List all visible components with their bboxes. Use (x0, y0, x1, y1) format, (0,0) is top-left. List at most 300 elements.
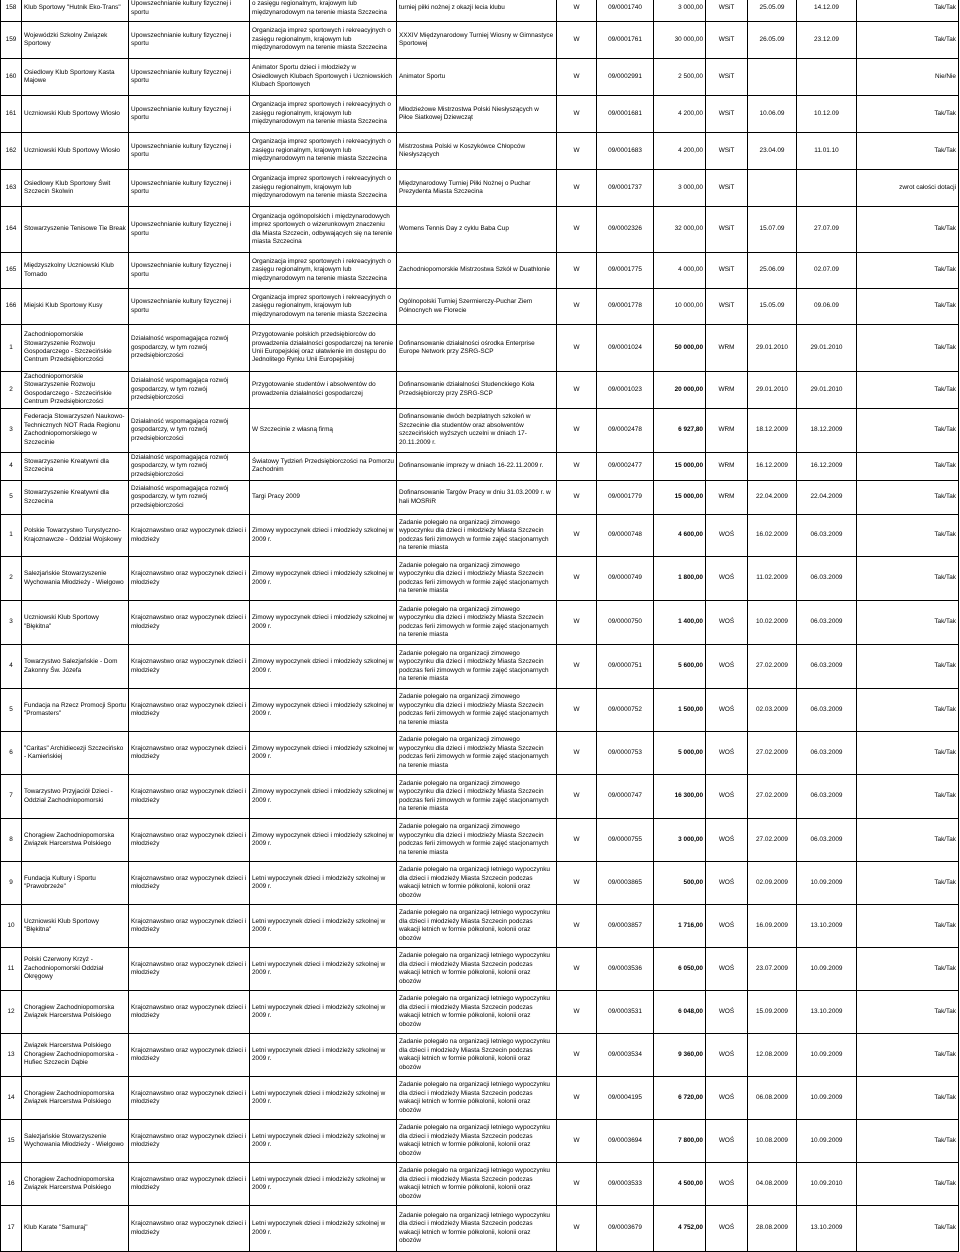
project-title: Zadanie polegało na organizacji letniego wypoczynku dla dzieci i młodzieży Miasta Szczecin podczas wakacji letnich w formie półkolonii, kolonii oraz obozów (397, 948, 557, 991)
row-number: 6 (1, 732, 22, 775)
agreement-number: 09/0001681 (597, 96, 654, 133)
task-description: Letni wypoczynek dzieci i młodzieży szkolnej w 2009 r. (250, 948, 397, 991)
settlement-status: Tak/Tak (857, 481, 959, 515)
project-title: Zadanie polegało na organizacji letniego wypoczynku dla dzieci i młodzieży Miasta Szczecin podczas wakacji letnich w formie półkolonii, kolonii oraz obozów (397, 862, 557, 905)
task-description: Zimowy wypoczynek dzieci i młodzieży szkolnej w 2009 r. (250, 557, 397, 601)
grant-amount: 1 400,00 (654, 601, 706, 645)
settlement-status: Tak/Tak (857, 1206, 959, 1252)
agreement-number: 09/0002478 (597, 408, 654, 452)
approval-date: 13.10.2009 (797, 991, 857, 1034)
row-number: 3 (1, 408, 22, 452)
task-description: Światowy Tydzień Przedsiębiorczości na Pomorzu Zachodnim (250, 452, 397, 480)
task-area: Krajoznawstwo oraz wypoczynek dzieci i młodzieży (129, 948, 250, 991)
organization-name: Fundacja na Rzecz Promocji Sportu "Promasters" (22, 689, 129, 732)
organization-name: Stowarzyszenie Kreatywni dla Szczecina (22, 481, 129, 515)
project-title: Zadanie polegało na organizacji zimowego wypoczynku dla dzieci i młodzieży Miasta Szczecin podczas ferii zimowych w formie zajęć stacjonarnych na terenie miasta (397, 601, 557, 645)
project-title: Zadanie polegało na organizacji zimowego wypoczynku dla dzieci i młodzieży Miasta Szczecin podczas ferii zimowych w formie zajęć stacjonarnych na terenie miasta (397, 689, 557, 732)
row-number: 5 (1, 481, 22, 515)
organization-name: Salezjańskie Stowarzyszenie Wychowania Młodzieży - Wielgowo (22, 557, 129, 601)
project-title: Dofinansowanie działalności Studenckiego Koła Przedsiębiorczy przy ZSRG-SCP (397, 372, 557, 409)
department-code: WOŚ (706, 862, 748, 905)
settlement-date: 29.01.2010 (748, 325, 797, 372)
task-description: Zimowy wypoczynek dzieci i młodzieży szkolnej w 2009 r. (250, 775, 397, 819)
mode-code: W (557, 59, 597, 96)
task-description: Targi Pracy 2009 (250, 481, 397, 515)
department-code: WOŚ (706, 515, 748, 557)
task-description: Letni wypoczynek dzieci i młodzieży szkolnej w 2009 r. (250, 862, 397, 905)
row-number: 158 (1, 0, 22, 22)
grant-amount: 30 000,00 (654, 22, 706, 59)
grant-amount: 50 000,00 (654, 325, 706, 372)
row-number: 10 (1, 905, 22, 948)
organization-name: Osiedlowy Klub Sportowy Kasta Majowe (22, 59, 129, 96)
mode-code: W (557, 557, 597, 601)
agreement-number: 09/0000753 (597, 732, 654, 775)
row-number: 162 (1, 133, 22, 170)
agreement-number: 09/0000751 (597, 645, 654, 689)
department-code: WOŚ (706, 905, 748, 948)
agreement-number: 09/0000747 (597, 775, 654, 819)
grant-amount: 6 050,00 (654, 948, 706, 991)
row-number: 1 (1, 325, 22, 372)
task-area: Upowszechnianie kultury fizycznej i sportu (129, 289, 250, 325)
project-title: Zachodniopomorskie Mistrzostwa Szkół w Duathlonie (397, 253, 557, 289)
department-code: WOŚ (706, 775, 748, 819)
organization-name: Uczniowski Klub Sportowy "Błękitna" (22, 905, 129, 948)
task-area: Upowszechnianie kultury fizycznej i sportu (129, 133, 250, 170)
settlement-status: Tak/Tak (857, 452, 959, 480)
task-area: Upowszechnianie kultury fizycznej i sportu (129, 96, 250, 133)
project-title: Dofinansowanie imprezy w dniach 16-22.11.2009 r. (397, 452, 557, 480)
mode-code: W (557, 819, 597, 862)
task-area: Krajoznawstwo oraz wypoczynek dzieci i młodzieży (129, 819, 250, 862)
settlement-status: Tak/Tak (857, 253, 959, 289)
settlement-status: Tak/Tak (857, 1034, 959, 1077)
task-area: Upowszechnianie kultury fizycznej i sportu (129, 207, 250, 253)
grant-amount: 4 000,00 (654, 253, 706, 289)
grant-amount: 4 200,00 (654, 96, 706, 133)
approval-date: 10.09.2009 (797, 1034, 857, 1077)
department-code: WOŚ (706, 732, 748, 775)
project-title: Zadanie polegało na organizacji zimowego wypoczynku dla dzieci i młodzieży Miasta Szczecin podczas ferii zimowych w formie zajęć stacjonarnych na terenie miasta (397, 515, 557, 557)
task-description: Letni wypoczynek dzieci i młodzieży szkolnej w 2009 r. (250, 1034, 397, 1077)
row-number: 163 (1, 170, 22, 207)
task-description: o zasięgu regionalnym, krajowym lub międzynarodowym na terenie miasta Szczecina (250, 0, 397, 22)
approval-date: 22.04.2009 (797, 481, 857, 515)
mode-code: W (557, 289, 597, 325)
task-area: Krajoznawstwo oraz wypoczynek dzieci i młodzieży (129, 1077, 250, 1120)
settlement-date: 27.02.2009 (748, 732, 797, 775)
approval-date: 10.09.2009 (797, 862, 857, 905)
table-row (1, 1163, 959, 1206)
row-number: 13 (1, 1034, 22, 1077)
table-row (1, 22, 959, 59)
settlement-status: Tak/Tak (857, 819, 959, 862)
approval-date: 02.07.09 (797, 253, 857, 289)
grant-amount: 4 500,00 (654, 1163, 706, 1206)
organization-name: Fundacja Kultury i Sportu "Prawobrzeże" (22, 862, 129, 905)
approval-date: 06.03.2009 (797, 515, 857, 557)
approval-date: 10.09.2009 (797, 1077, 857, 1120)
row-number: 14 (1, 1077, 22, 1120)
settlement-status: Tak/Tak (857, 862, 959, 905)
mode-code: W (557, 481, 597, 515)
table-row (1, 1120, 959, 1163)
mode-code: W (557, 207, 597, 253)
settlement-date: 11.02.2009 (748, 557, 797, 601)
mode-code: W (557, 732, 597, 775)
row-number: 2 (1, 372, 22, 409)
table-row (1, 1077, 959, 1120)
row-number: 2 (1, 557, 22, 601)
project-title: Ogólnopolski Turniej Szermierczy-Puchar Ziem Północnych we Florecie (397, 289, 557, 325)
department-code: WSiT (706, 289, 748, 325)
approval-date: 06.03.2009 (797, 645, 857, 689)
task-description: Zimowy wypoczynek dzieci i młodzieży szkolnej w 2009 r. (250, 689, 397, 732)
grant-amount: 32 000,00 (654, 207, 706, 253)
settlement-date: 15.07.09 (748, 207, 797, 253)
table-row (1, 819, 959, 862)
settlement-date: 12.08.2009 (748, 1034, 797, 1077)
mode-code: W (557, 1034, 597, 1077)
settlement-date: 02.09.2009 (748, 862, 797, 905)
agreement-number: 09/0001761 (597, 22, 654, 59)
approval-date: 13.10.2009 (797, 905, 857, 948)
agreement-number: 09/0000752 (597, 689, 654, 732)
mode-code: W (557, 1206, 597, 1252)
row-number: 11 (1, 948, 22, 991)
organization-name: Zachodniopomorskie Stowarzyszenie Rozwoju Gospodarczego - Szczecińskie Centrum Przedsiębiorczości (22, 325, 129, 372)
task-area: Działalność wspomagająca rozwój gospodarczy, w tym rozwój przedsiębiorczości (129, 372, 250, 409)
grant-amount: 15 000,00 (654, 481, 706, 515)
organization-name: Salezjańskie Stowarzyszenie Wychowania Młodzieży - Wielgowo (22, 1120, 129, 1163)
table-row (1, 408, 959, 452)
organization-name: Wojewódzki Szkolny Związek Sportowy (22, 22, 129, 59)
approval-date: 06.03.2009 (797, 819, 857, 862)
approval-date: 13.10.2009 (797, 1206, 857, 1252)
project-title: Zadanie polegało na organizacji letniego wypoczynku dla dzieci i młodzieży Miasta Szczecin podczas wakacji letnich w formie półkolonii, kolonii oraz obozów (397, 1206, 557, 1252)
grant-amount: 9 360,00 (654, 1034, 706, 1077)
agreement-number: 09/0000748 (597, 515, 654, 557)
task-description: Letni wypoczynek dzieci i młodzieży szkolnej w 2009 r. (250, 1077, 397, 1120)
table-row (1, 775, 959, 819)
project-title: Młodzieżowe Mistrzostwa Polski Niesłyszących w Piłce Siatkowej Dziewcząt (397, 96, 557, 133)
settlement-status: Tak/Tak (857, 1120, 959, 1163)
agreement-number: 09/0003694 (597, 1120, 654, 1163)
organization-name: Uczniowski Klub Sportowy "Błękitna" (22, 601, 129, 645)
organization-name: Towarzystwo Salezjańskie - Dom Zakonny Św. Józefa (22, 645, 129, 689)
mode-code: W (557, 991, 597, 1034)
approval-date: 10.09.2009 (797, 948, 857, 991)
task-description: Organizacja imprez sportowych i rekreacyjnych o zasięgu regionalnym, krajowym lub międzynarodowym na terenie miasta Szczecina (250, 170, 397, 207)
task-area: Krajoznawstwo oraz wypoczynek dzieci i młodzieży (129, 689, 250, 732)
settlement-date (748, 59, 797, 96)
mode-code: W (557, 408, 597, 452)
grant-amount: 20 000,00 (654, 372, 706, 409)
agreement-number: 09/0003531 (597, 991, 654, 1034)
grant-amount: 3 000,00 (654, 0, 706, 22)
settlement-status: Tak/Tak (857, 557, 959, 601)
department-code: WOŚ (706, 557, 748, 601)
project-title: Zadanie polegało na organizacji letniego wypoczynku dla dzieci i młodzieży Miasta Szczecin podczas wakacji letnich w formie półkolonii, kolonii oraz obozów (397, 991, 557, 1034)
settlement-status: Tak/Tak (857, 601, 959, 645)
settlement-date: 16.12.2009 (748, 452, 797, 480)
organization-name: Zachodniopomorskie Stowarzyszenie Rozwoju Gospodarczego - Szczecińskie Centrum Przedsiębiorczości (22, 372, 129, 409)
mode-code: W (557, 689, 597, 732)
project-title: Zadanie polegało na organizacji letniego wypoczynku dla dzieci i młodzieży Miasta Szczecin podczas wakacji letnich w formie półkolonii, kolonii oraz obozów (397, 1120, 557, 1163)
organization-name: Towarzystwo Przyjaciół Dzieci - Oddział Zachodniopomorski (22, 775, 129, 819)
task-description: Zimowy wypoczynek dzieci i młodzieży szkolnej w 2009 r. (250, 601, 397, 645)
organization-name: "Caritas" Archidiecezji Szczecińsko - Kamieńskiej (22, 732, 129, 775)
task-description: Letni wypoczynek dzieci i młodzieży szkolnej w 2009 r. (250, 1163, 397, 1206)
row-number: 5 (1, 689, 22, 732)
task-area: Upowszechnianie kultury fizycznej i sportu (129, 22, 250, 59)
settlement-status: Tak/Tak (857, 775, 959, 819)
approval-date: 29.01.2010 (797, 325, 857, 372)
agreement-number: 09/0003679 (597, 1206, 654, 1252)
organization-name: Polskie Towarzystwo Turystyczno-Krajoznawcze - Oddział Wojskowy (22, 515, 129, 557)
approval-date: 06.03.2009 (797, 689, 857, 732)
grant-amount: 5 600,00 (654, 645, 706, 689)
task-area: Krajoznawstwo oraz wypoczynek dzieci i młodzieży (129, 1206, 250, 1252)
settlement-date: 23.04.09 (748, 133, 797, 170)
department-code: WRM (706, 372, 748, 409)
agreement-number: 09/0001737 (597, 170, 654, 207)
row-number: 17 (1, 1206, 22, 1252)
task-description: Letni wypoczynek dzieci i młodzieży szkolnej w 2009 r. (250, 1120, 397, 1163)
settlement-date: 25.06.09 (748, 253, 797, 289)
table-row (1, 325, 959, 372)
table-row (1, 905, 959, 948)
approval-date: 10.12.09 (797, 96, 857, 133)
task-description: Organizacja imprez sportowych i rekreacyjnych o zasięgu regionalnym, krajowym lub międzynarodowym na terenie miasta Szczecina (250, 133, 397, 170)
project-title: Zadanie polegało na organizacji zimowego wypoczynku dla dzieci i młodzieży Miasta Szczecin podczas ferii zimowych w formie zajęć stacjonarnych na terenie miasta (397, 775, 557, 819)
grant-amount: 3 000,00 (654, 170, 706, 207)
settlement-date: 27.02.2009 (748, 775, 797, 819)
agreement-number: 09/0001775 (597, 253, 654, 289)
settlement-date: 26.05.09 (748, 22, 797, 59)
mode-code: W (557, 515, 597, 557)
row-number: 159 (1, 22, 22, 59)
organization-name: Chorągiew Zachodniopomorska Związek Harcerstwa Polskiego (22, 1163, 129, 1206)
approval-date: 09.06.09 (797, 289, 857, 325)
agreement-number: 09/0003536 (597, 948, 654, 991)
settlement-date: 02.03.2009 (748, 689, 797, 732)
settlement-status: Tak/Tak (857, 22, 959, 59)
task-area: Krajoznawstwo oraz wypoczynek dzieci i młodzieży (129, 645, 250, 689)
task-area: Upowszechnianie kultury fizycznej i sportu (129, 170, 250, 207)
department-code: WOŚ (706, 1034, 748, 1077)
approval-date: 11.01.10 (797, 133, 857, 170)
mode-code: W (557, 775, 597, 819)
settlement-status: Tak/Tak (857, 372, 959, 409)
mode-code: W (557, 253, 597, 289)
table-row (1, 481, 959, 515)
settlement-status: Tak/Tak (857, 1077, 959, 1120)
settlement-status: Tak/Tak (857, 732, 959, 775)
task-description: Zimowy wypoczynek dzieci i młodzieży szkolnej w 2009 r. (250, 645, 397, 689)
table-row (1, 170, 959, 207)
project-title: Zadanie polegało na organizacji zimowego wypoczynku dla dzieci i młodzieży Miasta Szczecin podczas ferii zimowych w formie zajęć stacjonarnych na terenie miasta (397, 557, 557, 601)
organization-name: Osiedlowy Klub Sportowy Świt Szczecin Skolwin (22, 170, 129, 207)
task-area: Upowszechnianie kultury fizycznej i sportu (129, 253, 250, 289)
mode-code: W (557, 948, 597, 991)
agreement-number: 09/0002477 (597, 452, 654, 480)
row-number: 164 (1, 207, 22, 253)
task-area: Upowszechnianie kultury fizycznej i sportu (129, 59, 250, 96)
settlement-status: Tak/Tak (857, 689, 959, 732)
task-description: Letni wypoczynek dzieci i młodzieży szkolnej w 2009 r. (250, 905, 397, 948)
settlement-status: Tak/Tak (857, 515, 959, 557)
table-row (1, 557, 959, 601)
settlement-date: 15.09.2009 (748, 991, 797, 1034)
settlement-status: Nie/Nie (857, 59, 959, 96)
settlement-status: Tak/Tak (857, 133, 959, 170)
organization-name: Chorągiew Zachodniopomorska Związek Harcerstwa Polskiego (22, 1077, 129, 1120)
project-title: Dofinansowanie Targów Pracy w dniu 31.03.2009 r. w hali MOSRiR (397, 481, 557, 515)
department-code: WOŚ (706, 1163, 748, 1206)
task-description: Zimowy wypoczynek dzieci i młodzieży szkolnej w 2009 r. (250, 732, 397, 775)
table-row (1, 289, 959, 325)
task-area: Krajoznawstwo oraz wypoczynek dzieci i młodzieży (129, 1163, 250, 1206)
agreement-number: 09/0003534 (597, 1034, 654, 1077)
task-area: Krajoznawstwo oraz wypoczynek dzieci i młodzieży (129, 775, 250, 819)
department-code: WSiT (706, 0, 748, 22)
mode-code: W (557, 133, 597, 170)
row-number: 4 (1, 452, 22, 480)
row-number: 12 (1, 991, 22, 1034)
table-row (1, 1206, 959, 1252)
organization-name: Federacja Stowarzyszeń Naukowo-Technicznych NOT Rada Regionu Zachodniopomorskiego w Szczecinie (22, 408, 129, 452)
settlement-date: 22.04.2009 (748, 481, 797, 515)
settlement-status: zwrot całości dotacji (857, 170, 959, 207)
mode-code: W (557, 645, 597, 689)
task-area: Upowszechnianie kultury fizycznej i sportu (129, 0, 250, 22)
row-number: 161 (1, 96, 22, 133)
grant-amount: 6 048,00 (654, 991, 706, 1034)
approval-date (797, 170, 857, 207)
project-title: Dofinansowanie działalności ośrodka Enterprise Europe Network przy ZSRG-SCP (397, 325, 557, 372)
settlement-status: Tak/Tak (857, 96, 959, 133)
task-description: Przygotowanie studentów i absolwentów do prowadzenia działalności gospodarczej (250, 372, 397, 409)
grant-amount: 2 500,00 (654, 59, 706, 96)
task-description: Przygotowanie polskich przedsiębiorców do prowadzenia działalności gospodarczej na terenie Unii Europejskiej oraz ułatwienie im dostępu do Jednolitego Rynku Unii Europejskiej (250, 325, 397, 372)
agreement-number: 09/0003865 (597, 862, 654, 905)
table-row (1, 96, 959, 133)
task-description: Organizacja imprez sportowych i rekreacyjnych o zasięgu regionalnym, krajowym lub międzynarodowym na terenie miasta Szczecina (250, 22, 397, 59)
department-code: WOŚ (706, 1120, 748, 1163)
settlement-date: 25.05.09 (748, 0, 797, 22)
mode-code: W (557, 325, 597, 372)
department-code: WSiT (706, 133, 748, 170)
task-description: Zimowy wypoczynek dzieci i młodzieży szkolnej w 2009 r. (250, 515, 397, 557)
department-code: WSiT (706, 96, 748, 133)
task-description: Zimowy wypoczynek dzieci i młodzieży szkolnej w 2009 r. (250, 819, 397, 862)
agreement-number: 09/0003533 (597, 1163, 654, 1206)
organization-name: Stowarzyszenie Tenisowe Tie Break (22, 207, 129, 253)
settlement-status: Tak/Tak (857, 0, 959, 22)
approval-date (797, 59, 857, 96)
approval-date: 06.03.2009 (797, 775, 857, 819)
project-title: Dofinansowanie dwóch bezpłatnych szkoleń w Szczecinie dla studentów oraz absolwentów szczecińskich wyższych uczelni w dniach 17-20.11.2009 r. (397, 408, 557, 452)
grant-amount: 16 300,00 (654, 775, 706, 819)
project-title: Zadanie polegało na organizacji zimowego wypoczynku dla dzieci i młodzieży Miasta Szczecin podczas ferii zimowych w formie zajęć stacjonarnych na terenie miasta (397, 645, 557, 689)
task-area: Krajoznawstwo oraz wypoczynek dzieci i młodzieży (129, 862, 250, 905)
agreement-number: 09/0000750 (597, 601, 654, 645)
task-area: Krajoznawstwo oraz wypoczynek dzieci i młodzieży (129, 1034, 250, 1077)
organization-name: Chorągiew Zachodniopomorska Związek Harcerstwa Polskiego (22, 819, 129, 862)
settlement-date: 27.02.2009 (748, 645, 797, 689)
table-body (1, 0, 959, 1252)
agreement-number: 09/0001740 (597, 0, 654, 22)
agreement-number: 09/0001779 (597, 481, 654, 515)
table-row (1, 948, 959, 991)
department-code: WOŚ (706, 991, 748, 1034)
settlement-status: Tak/Tak (857, 948, 959, 991)
settlement-date: 15.05.09 (748, 289, 797, 325)
mode-code: W (557, 0, 597, 22)
table-row (1, 452, 959, 480)
task-description: Organizacja imprez sportowych i rekreacyjnych o zasięgu regionalnym, krajowym lub międzynarodowym na terenie miasta Szczecina (250, 289, 397, 325)
mode-code: W (557, 1163, 597, 1206)
row-number: 8 (1, 819, 22, 862)
grant-amount: 4 752,00 (654, 1206, 706, 1252)
row-number: 1 (1, 515, 22, 557)
organization-name: Polski Czerwony Krzyż - Zachodniopomorski Oddział Okręgowy (22, 948, 129, 991)
table-row (1, 253, 959, 289)
task-area: Krajoznawstwo oraz wypoczynek dzieci i młodzieży (129, 601, 250, 645)
task-area: Krajoznawstwo oraz wypoczynek dzieci i młodzieży (129, 991, 250, 1034)
task-area: Działalność wspomagająca rozwój gospodarczy, w tym rozwój przedsiębiorczości (129, 325, 250, 372)
organization-name: Uczniowski Klub Sportowy Wiosło (22, 96, 129, 133)
settlement-date (748, 170, 797, 207)
organization-name: Klub Sportowy "Hutnik Eko-Trans" (22, 0, 129, 22)
project-title: Międzynarodowy Turniej Piłki Nożnej o Puchar Prezydenta Miasta Szczecina (397, 170, 557, 207)
department-code: WSiT (706, 22, 748, 59)
task-description: Organizacja ogólnopolskich i międzynarodowych imprez sportowych o wizerunkowym znaczeniu dla Miasta Szczecin, odbywających się na terenie miasta Szczecina (250, 207, 397, 253)
department-code: WOŚ (706, 819, 748, 862)
settlement-date: 10.08.2009 (748, 1120, 797, 1163)
table-row (1, 0, 959, 22)
organization-name: Miejski Klub Sportowy Kusy (22, 289, 129, 325)
grant-amount: 4 200,00 (654, 133, 706, 170)
agreement-number: 09/0000749 (597, 557, 654, 601)
agreement-number: 09/0004195 (597, 1077, 654, 1120)
mode-code: W (557, 170, 597, 207)
organization-name: Stowarzyszenie Kreatywni dla Szczecina (22, 452, 129, 480)
department-code: WOŚ (706, 1206, 748, 1252)
agreement-number: 09/0001683 (597, 133, 654, 170)
grant-amount: 15 000,00 (654, 452, 706, 480)
task-description: Letni wypoczynek dzieci i młodzieży szkolnej w 2009 r. (250, 991, 397, 1034)
settlement-date: 06.08.2009 (748, 1077, 797, 1120)
task-area: Krajoznawstwo oraz wypoczynek dzieci i młodzieży (129, 905, 250, 948)
table-row (1, 689, 959, 732)
row-number: 160 (1, 59, 22, 96)
settlement-status: Tak/Tak (857, 325, 959, 372)
mode-code: W (557, 96, 597, 133)
agreement-number: 09/0000755 (597, 819, 654, 862)
row-number: 4 (1, 645, 22, 689)
table-row (1, 372, 959, 409)
grant-amount: 4 600,00 (654, 515, 706, 557)
approval-date: 29.01.2010 (797, 372, 857, 409)
mode-code: W (557, 862, 597, 905)
row-number: 15 (1, 1120, 22, 1163)
project-title: Mistrzostwa Polski w Koszykówce Chłopców Niesłyszących (397, 133, 557, 170)
grant-amount: 6 927,80 (654, 408, 706, 452)
mode-code: W (557, 452, 597, 480)
